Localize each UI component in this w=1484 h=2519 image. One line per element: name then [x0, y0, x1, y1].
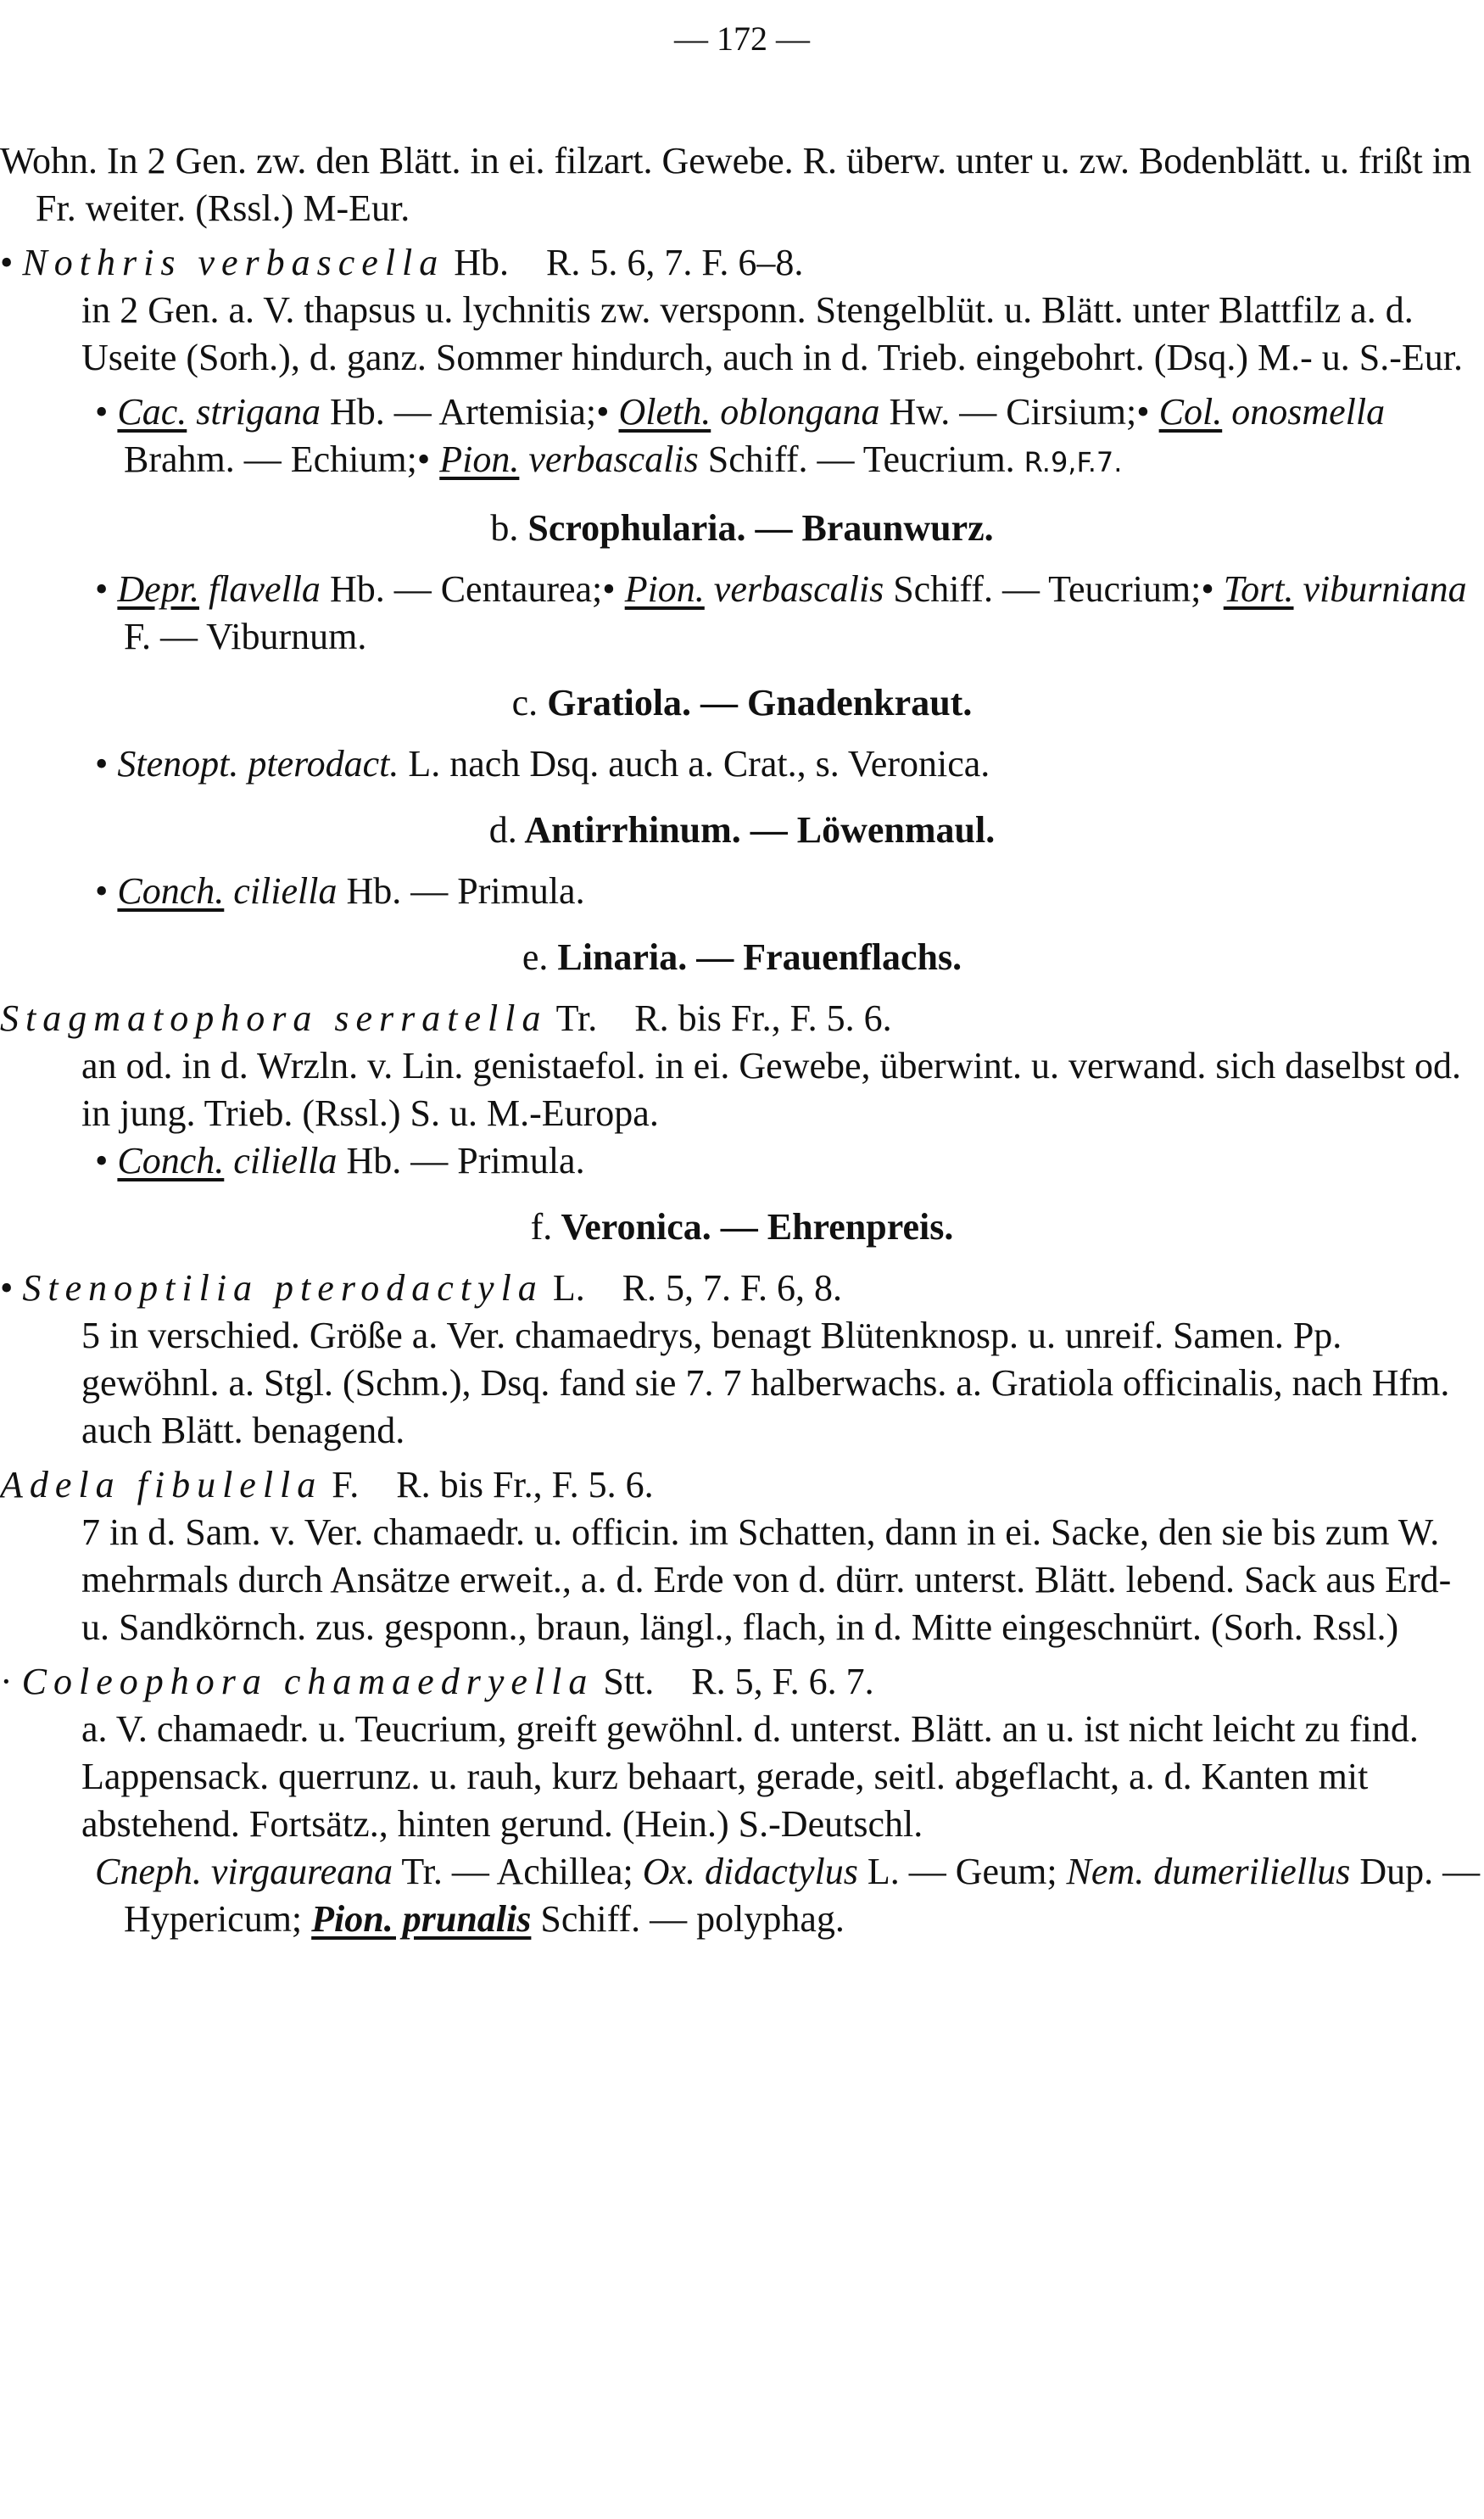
species-phenology: R. bis Fr., F. 5. 6.: [396, 1464, 654, 1505]
related-name: Cneph. virgaureana: [95, 1851, 393, 1892]
bullet-mark: •: [416, 438, 440, 480]
species-entry: [0, 1265, 1484, 1455]
species-name: Stenoptilia pterodactyla: [22, 1267, 544, 1309]
section-title: Linaria. — Frauenflachs.: [557, 936, 962, 978]
section-letter: e.: [522, 936, 549, 978]
section-letter: b.: [490, 507, 519, 549]
related-species: [0, 566, 1484, 661]
related-genus: Conch.: [117, 1140, 225, 1181]
related-line: [0, 1848, 1484, 1943]
species-phenology: R. bis Fr., F. 5. 6.: [634, 997, 892, 1039]
related-host: Dup. — Hypericum;: [124, 1851, 1481, 1940]
bullet-mark: •: [95, 1140, 118, 1181]
species-entry: [0, 1461, 1484, 1651]
species-description: a. V. chamaedr. u. Teucrium, greift gewöhnl. d. unterst. Blätt. an u. ist nicht leicht zu find. Lappensack. querrunz. u. rauh, kurz behaart, gerade, seitl. abgeflacht, a. d. Kanten mit abstehend. Fortsätz., hinten gerund. (Hein.) S.-Deutschl.: [81, 1708, 1419, 1845]
related-epithet: onosmella: [1222, 391, 1386, 433]
related-line: [0, 566, 1484, 661]
related-genus: Pion.: [439, 438, 520, 480]
related-epithet: verbascalis: [519, 438, 699, 480]
related-genus: Oleth.: [618, 391, 711, 433]
related-host: Hb. — Primula.: [337, 870, 585, 912]
species-description: 7 in d. Sam. v. Ver. chamaedr. u. officin. im Schatten, dann in ei. Sacke, den sie bis zum W. mehrmals durch Ansätze erweit., a. d. Erde von d. dürr. unterst. Blätt. lebend. Sack aus Erd- u. Sandkörnch. zus. gesponn., braun, längl., flach, in d. Mitte eingeschnürt. (Sorh. Rssl.): [81, 1511, 1452, 1648]
bullet-mark: ·: [0, 1661, 22, 1702]
section-heading: [0, 1204, 1484, 1251]
section-heading: [0, 505, 1484, 552]
related-genus: Tort.: [1223, 568, 1294, 610]
related-genus: Depr.: [117, 568, 199, 610]
species-phenology: R. 5, F. 6. 7.: [691, 1661, 874, 1702]
section-title: Scrophularia. — Braunwurz.: [527, 507, 994, 549]
section-heading: [0, 807, 1484, 854]
related-line: [0, 388, 1484, 486]
species-entry: [0, 995, 1484, 1185]
species-description: 5 in verschied. Größe a. Ver. chamaedrys, benagt Blütenknosp. u. unreif. Samen. Pp. gewöhnl. a. Stgl. (Schm.), Dsq. fand sie 7. 7 halberwachs. a. Gratiola officinalis, nach Hfm. auch Blätt. benagend.: [81, 1315, 1450, 1451]
related-name: Nem. dumeriliellus: [1066, 1851, 1351, 1892]
related-host: Hb. — Centaurea;: [320, 568, 603, 610]
related-genus: Conch.: [117, 870, 225, 912]
species-header: [0, 239, 1484, 287]
species-header: [0, 1265, 1484, 1312]
related-epithet: strigana: [187, 391, 321, 433]
section-letter: f.: [530, 1206, 553, 1248]
section-title: Antirrhinum. — Löwenmaul.: [524, 809, 996, 851]
related-species: [0, 388, 1484, 486]
species-description: in 2 Gen. a. V. thapsus u. lychnitis zw. versponn. Stengelblüt. u. Blätt. unter Blattfilz a. d. Useite (Sorh.), d. ganz. Sommer hindurch, auch in d. Trieb. eingebohrt. (Dsq.) M.- u. S.-Eur.: [81, 289, 1463, 378]
related-host: L. — Geum;: [857, 1851, 1067, 1892]
bullet-mark: •: [1201, 568, 1224, 610]
related-line: [0, 868, 1484, 915]
related-line: [0, 1137, 1484, 1185]
bullet-mark: •: [0, 242, 23, 283]
section-letter: d.: [488, 809, 517, 851]
related-host: Hw. — Cirsium;: [879, 391, 1137, 433]
related-host: Tr. — Achillea;: [393, 1851, 643, 1892]
related-epithet: verbascalis: [704, 568, 884, 610]
bullet-mark: •: [95, 568, 118, 610]
species-header: [0, 1461, 1484, 1509]
related-species: [0, 868, 1484, 915]
species-author: Tr.: [555, 997, 598, 1039]
related-genus: Cac.: [117, 391, 187, 433]
species-header: [0, 1658, 1484, 1706]
related-epithet: ciliella: [224, 870, 338, 912]
related-name: Pion. prunalis: [311, 1898, 532, 1940]
species-name: Coleophora chamaedryella: [21, 1661, 594, 1702]
related-epithet: ciliella: [224, 1140, 338, 1181]
bullet-mark: •: [95, 391, 118, 433]
bullet-mark: •: [95, 743, 118, 785]
related-name: Ox. didactylus: [642, 1851, 858, 1892]
species-entry: [0, 239, 1484, 382]
related-name: Stenopt. pterodact.: [117, 743, 399, 785]
entry-text: Wohn. In 2 Gen. zw. den Blätt. in ei. filzart. Gewebe. R. überw. unter u. zw. Bodenblätt. u. frißt im Fr. weiter. (Rssl.) M-Eur.: [0, 140, 1472, 229]
species-header: [0, 995, 1484, 1042]
related-species: [0, 740, 1484, 788]
bullet-mark: •: [596, 391, 619, 433]
bullet-mark: •: [95, 870, 118, 912]
species-phenology: R. 5, 7. F. 6, 8.: [622, 1267, 842, 1309]
section-letter: c.: [511, 682, 538, 723]
species-author: F.: [332, 1464, 360, 1505]
section-heading: [0, 934, 1484, 981]
related-epithet: oblongana: [711, 391, 880, 433]
species-name: Stagmatophora serratella: [0, 997, 548, 1039]
related-host: Schiff. — Teucrium.: [698, 438, 1015, 480]
related-text: L. nach Dsq. auch a. Crat., s. Veronica.: [399, 743, 990, 785]
species-description: an od. in d. Wrzln. v. Lin. genistaefol. in ei. Gewebe, überwint. u. verwand. sich daselbst od. in jung. Trieb. (Rssl.) S. u. M.-Europa.: [81, 1045, 1462, 1134]
related-host: F. — Viburnum.: [124, 616, 367, 657]
species-name: Nothris verbascella: [22, 242, 445, 283]
related-genus: Col.: [1158, 391, 1223, 433]
species-entry: [0, 1658, 1484, 1943]
species-author: Stt.: [603, 1661, 655, 1702]
related-host: Schiff. — polyphag.: [531, 1898, 845, 1940]
related-genus: Pion.: [624, 568, 705, 610]
related-host: Hb. — Artemisia;: [321, 391, 597, 433]
species-name: Adela fibulella: [0, 1464, 323, 1505]
section-title: Veronica. — Ehrenpreis.: [561, 1206, 954, 1248]
page-number: — 172 —: [674, 20, 810, 58]
related-epithet: flavella: [198, 568, 321, 610]
related-host: Hb. — Primula.: [337, 1140, 585, 1181]
handwritten-note: R.9,F.7.: [1024, 446, 1123, 478]
species-phenology: R. 5. 6, 7. F. 6–8.: [546, 242, 804, 283]
related-line: [0, 740, 1484, 788]
section-heading: [0, 679, 1484, 727]
bullet-mark: •: [0, 1267, 23, 1309]
species-author: Hb.: [454, 242, 510, 283]
related-epithet: viburniana: [1293, 568, 1467, 610]
continuation-entry: [0, 137, 1484, 232]
related-host: Schiff. — Teucrium;: [884, 568, 1202, 610]
related-host: Brahm. — Echium;: [124, 438, 417, 480]
bullet-mark: •: [1136, 391, 1159, 433]
bullet-mark: •: [602, 568, 625, 610]
section-title: Gratiola. — Gnadenkraut.: [547, 682, 973, 723]
species-author: L.: [552, 1267, 585, 1309]
